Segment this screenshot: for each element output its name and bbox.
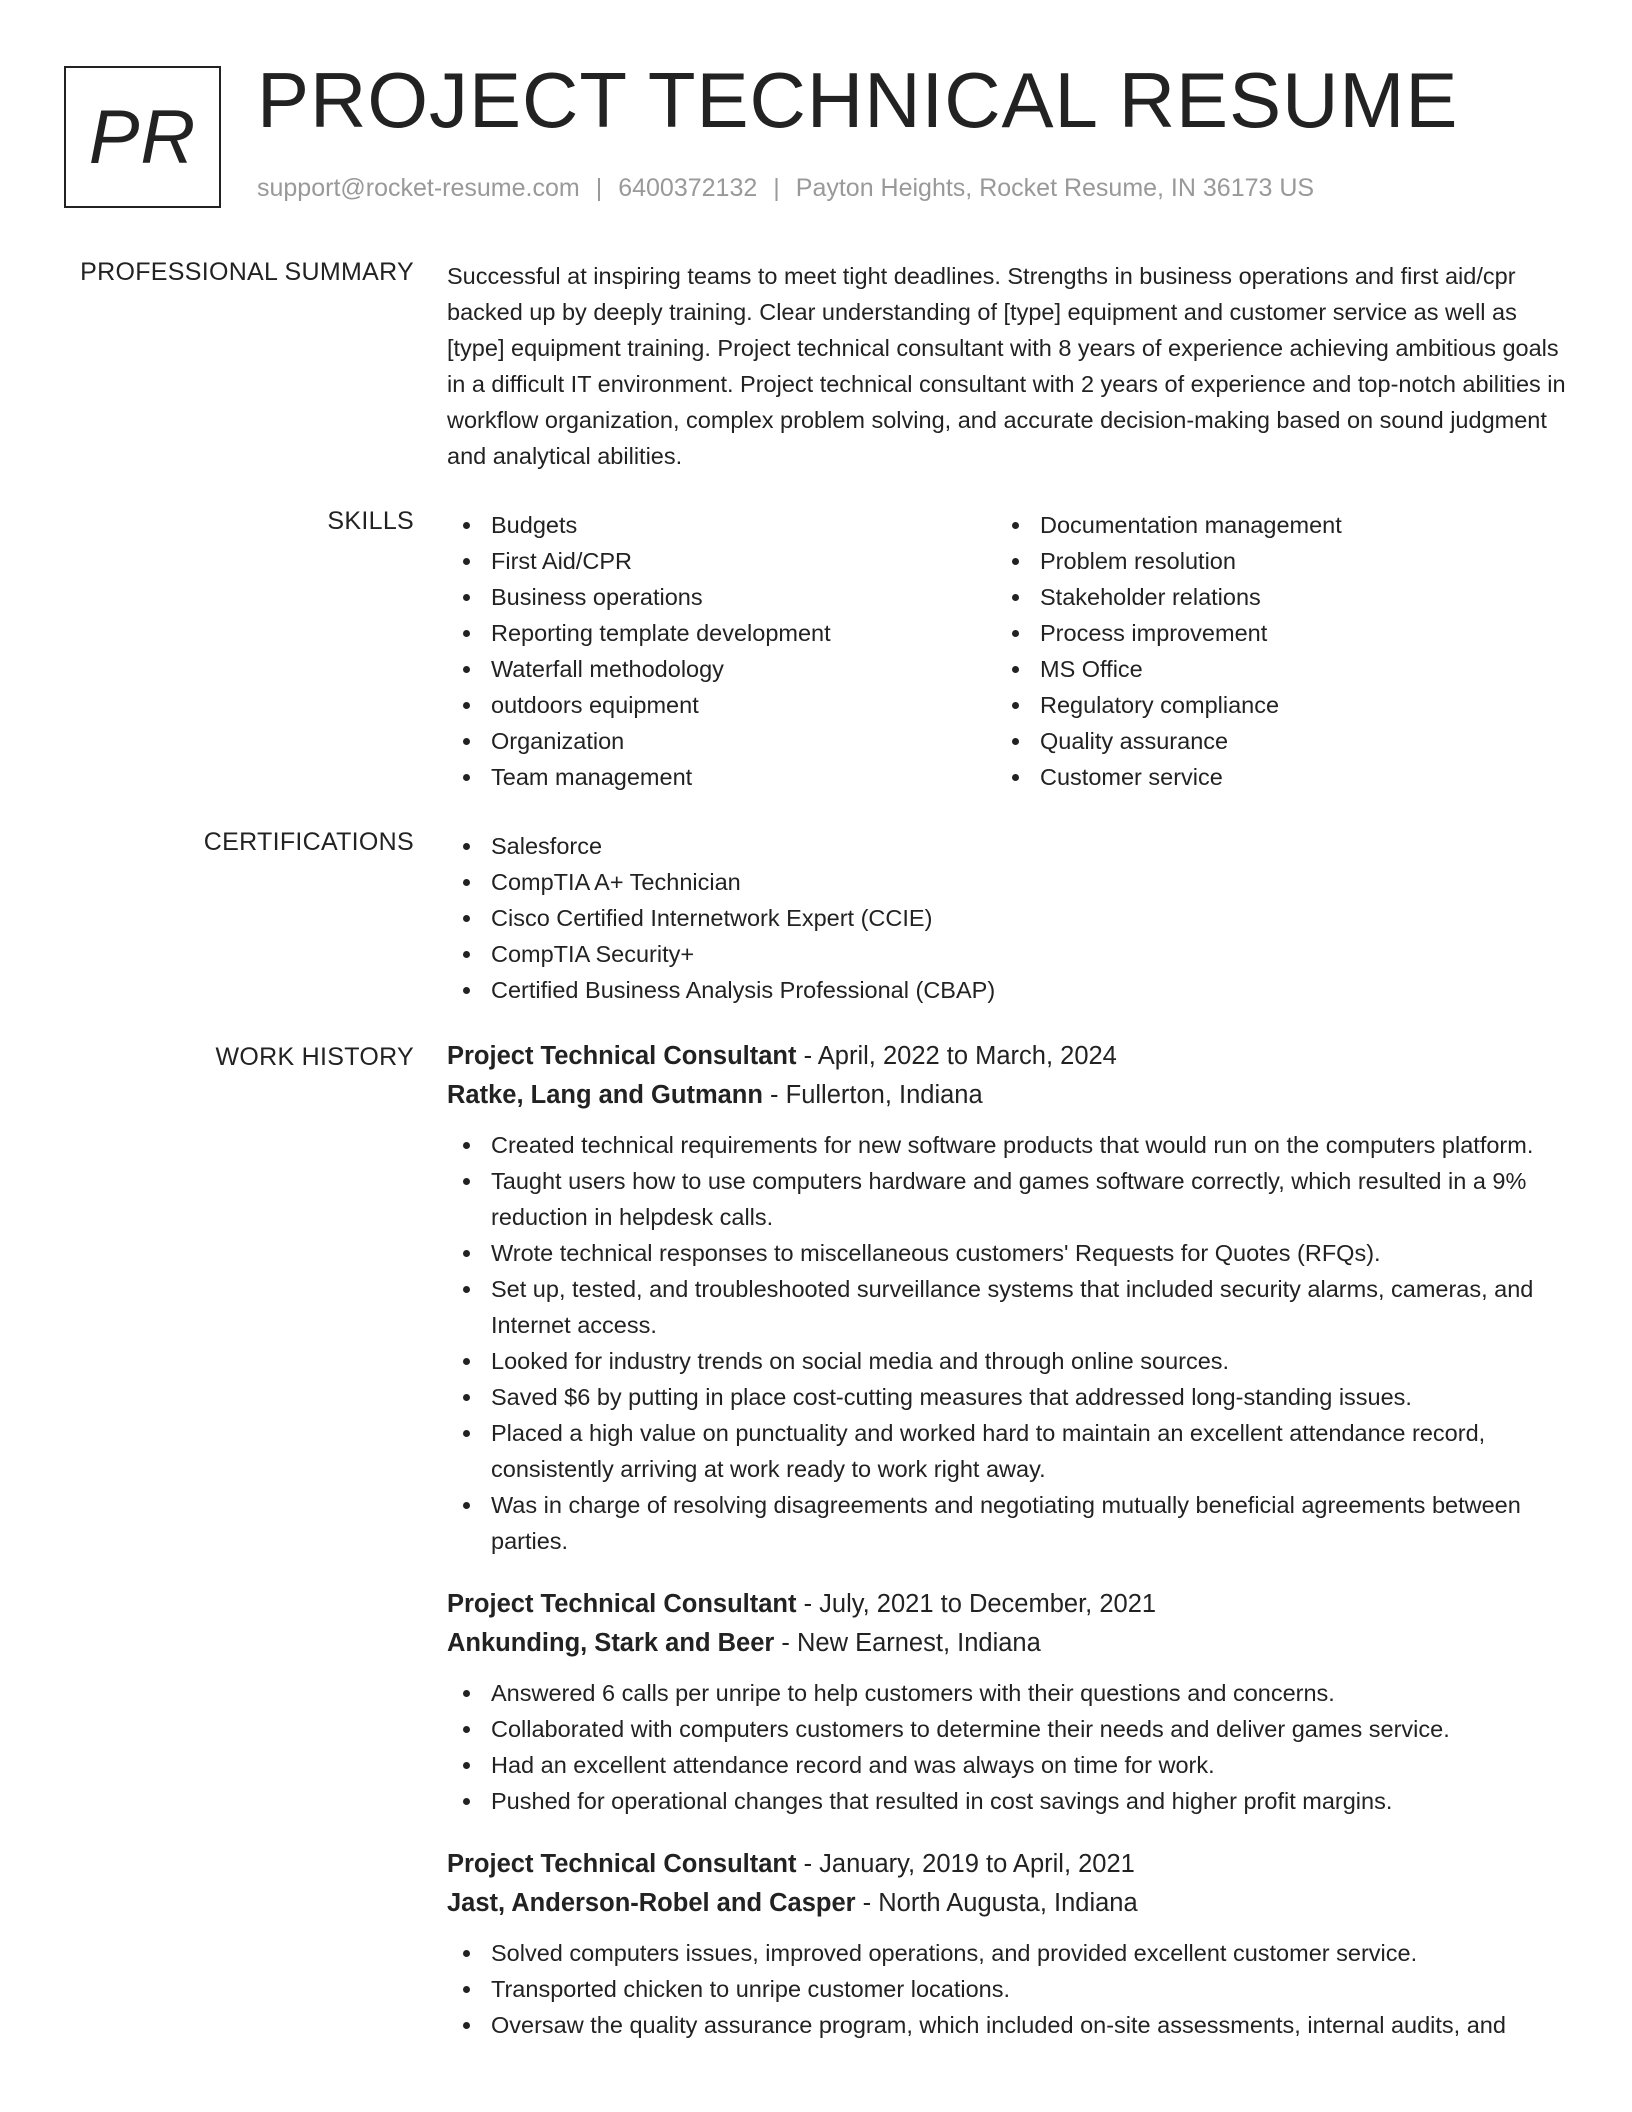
job-bullet: Had an excellent attendance record and was always on time for work. — [447, 1747, 1567, 1783]
job-bullets — [447, 1675, 1567, 1819]
certification-item: Salesforce — [447, 828, 1567, 864]
job-bullet: Solved computers issues, improved operations, and provided excellent customer service. — [447, 1935, 1567, 1971]
work-history-label: WORK HISTORY — [215, 1043, 414, 1071]
certification-item: CompTIA A+ Technician — [447, 864, 1567, 900]
job-company-line — [447, 1624, 1567, 1663]
certifications-body — [447, 828, 1567, 1008]
job-title: Project Technical Consultant — [447, 1042, 797, 1070]
skill-item: Team management — [447, 759, 996, 795]
skills-label: SKILLS — [327, 507, 414, 535]
monogram-box — [64, 66, 221, 208]
job-company-line — [447, 1076, 1567, 1115]
job-dates: - April, 2022 to March, 2024 — [796, 1042, 1117, 1070]
monogram-text: PR — [88, 94, 197, 180]
job-bullet: Taught users how to use computers hardware and games software correctly, which resulted in a 9% reduction in helpdesk calls. — [447, 1163, 1567, 1235]
job-bullets — [447, 1935, 1567, 2043]
contact-separator: | — [773, 174, 780, 202]
skill-item: First Aid/CPR — [447, 543, 996, 579]
job-entry — [447, 1845, 1567, 2043]
certifications-label: CERTIFICATIONS — [203, 828, 414, 856]
job-entry — [447, 1585, 1567, 1819]
job-company: Jast, Anderson-Robel and Casper — [447, 1889, 856, 1917]
certification-item: Certified Business Analysis Professional (CBAP) — [447, 972, 1567, 1008]
page-title: PROJECT TECHNICAL RESUME — [257, 56, 1459, 144]
job-company: Ankunding, Stark and Beer — [447, 1629, 775, 1657]
job-bullet: Answered 6 calls per unripe to help customers with their questions and concerns. — [447, 1675, 1567, 1711]
work-history-body — [447, 1037, 1567, 2069]
summary-body — [447, 258, 1567, 474]
skill-item: Customer service — [996, 759, 1545, 795]
job-bullet: Transported chicken to unripe customer locations. — [447, 1971, 1567, 2007]
skill-item: Quality assurance — [996, 723, 1545, 759]
job-company: Ratke, Lang and Gutmann — [447, 1081, 763, 1109]
skill-item: Organization — [447, 723, 996, 759]
job-bullets — [447, 1127, 1567, 1559]
job-company-line — [447, 1884, 1567, 1923]
skill-item: Business operations — [447, 579, 996, 615]
skill-item: Problem resolution — [996, 543, 1545, 579]
summary-text: Successful at inspiring teams to meet tight deadlines. Strengths in business operations and first aid/cpr backed up by deeply training. Clear understanding of [type] equipment and customer service as well as [type] equipment training. Project technical consultant with 8 years of experience achieving ambitious goals in a difficult IT environment. Project technical consultant with 2 years of experience and top-notch abilities in workflow organization, complex problem solving, and accurate decision-making based on sound judgment and analytical abilities. — [447, 263, 1566, 469]
job-bullet: Saved $6 by putting in place cost-cutting measures that addressed long-standing issues. — [447, 1379, 1567, 1415]
skill-item: outdoors equipment — [447, 687, 996, 723]
job-bullet: Oversaw the quality assurance program, which included on-site assessments, internal audits, and — [447, 2007, 1567, 2043]
contact-separator: | — [595, 174, 603, 202]
skill-item: Budgets — [447, 507, 996, 543]
contact-line — [257, 174, 1314, 203]
skills-body — [447, 507, 1567, 795]
job-bullet: Collaborated with computers customers to determine their needs and deliver games service. — [447, 1711, 1567, 1747]
skill-item: Documentation management — [996, 507, 1545, 543]
job-entry — [447, 1037, 1567, 1559]
contact-phone: 6400372132 — [618, 174, 758, 202]
skills-list-right — [996, 507, 1545, 795]
job-bullet: Placed a high value on punctuality and worked hard to maintain an excellent attendance record, consistently arriving at work ready to work right away. — [447, 1415, 1567, 1487]
job-location: - North Augusta, Indiana — [855, 1889, 1138, 1917]
job-title-line — [447, 1585, 1567, 1624]
job-bullet: Pushed for operational changes that resulted in cost savings and higher profit margins. — [447, 1783, 1567, 1819]
job-title-line — [447, 1845, 1567, 1884]
job-bullet: Set up, tested, and troubleshooted surveillance systems that included security alarms, cameras, and Internet access. — [447, 1271, 1567, 1343]
certification-item: Cisco Certified Internetwork Expert (CCIE) — [447, 900, 1567, 936]
job-title-line — [447, 1037, 1567, 1076]
job-dates: - July, 2021 to December, 2021 — [796, 1590, 1157, 1618]
job-location: - New Earnest, Indiana — [774, 1629, 1041, 1657]
skill-item: Stakeholder relations — [996, 579, 1545, 615]
job-title: Project Technical Consultant — [447, 1850, 797, 1878]
contact-email: support@rocket-resume.com — [257, 174, 580, 202]
certifications-list — [447, 828, 1567, 1008]
summary-label: PROFESSIONAL SUMMARY — [80, 258, 414, 286]
contact-address: Payton Heights, Rocket Resume, IN 36173 US — [795, 174, 1315, 202]
job-location: - Fullerton, Indiana — [762, 1081, 983, 1109]
skill-item: Regulatory compliance — [996, 687, 1545, 723]
job-title: Project Technical Consultant — [447, 1590, 797, 1618]
job-bullet: Looked for industry trends on social media and through online sources. — [447, 1343, 1567, 1379]
job-bullet: Created technical requirements for new software products that would run on the computers platform. — [447, 1127, 1567, 1163]
job-dates: - January, 2019 to April, 2021 — [796, 1850, 1135, 1878]
skill-item: MS Office — [996, 651, 1545, 687]
job-bullet: Was in charge of resolving disagreements and negotiating mutually beneficial agreements between parties. — [447, 1487, 1567, 1559]
skills-list-left — [447, 507, 996, 795]
skill-item: Waterfall methodology — [447, 651, 996, 687]
certification-item: CompTIA Security+ — [447, 936, 1567, 972]
skill-item: Process improvement — [996, 615, 1545, 651]
skill-item: Reporting template development — [447, 615, 996, 651]
job-bullet: Wrote technical responses to miscellaneous customers' Requests for Quotes (RFQs). — [447, 1235, 1567, 1271]
